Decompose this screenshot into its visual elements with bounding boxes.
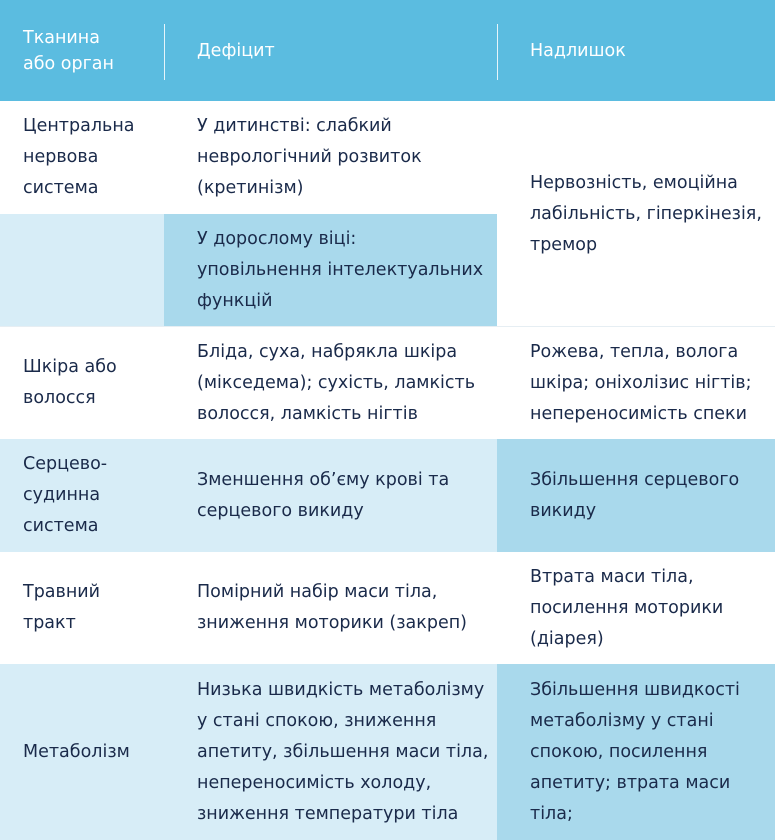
gi-deficit-cell (164, 552, 497, 664)
metab-organ-line: Метаболізм (23, 741, 130, 762)
skin-deficit-line: Бліда, суха, набрякла шкіра (197, 341, 458, 362)
header-organ (0, 0, 164, 101)
skin-excess-line: Рожева, тепла, волога (530, 341, 739, 362)
header-excess (497, 0, 775, 101)
cns-deficit-adult-line: У дорослому віці: (197, 229, 357, 249)
cns-organ-cell (0, 101, 164, 214)
cardio-excess-line: викиду (530, 500, 597, 521)
skin-excess-line: непереносимість спеки (530, 403, 747, 424)
header-excess-label: Надлишок (530, 40, 626, 61)
metab-deficit-line: апетиту, збільшення маси тіла, (197, 741, 489, 762)
cardio-deficit-line: серцевого викиду (197, 500, 364, 521)
cardio-organ-line: судинна (23, 485, 101, 505)
skin-excess-line: шкіра; оніхолізис нігтів; (530, 372, 752, 393)
cns-deficit-child-line: неврологічний розвиток (197, 147, 422, 167)
cns-deficit-adult-line: функцій (197, 291, 273, 311)
gi-excess-line: (діарея) (530, 628, 604, 649)
cns-excess-cell (497, 101, 775, 327)
metab-deficit-line: непереносимість холоду, (197, 772, 432, 793)
skin-organ-line: Шкіра або (23, 357, 117, 377)
cardio-deficit-line: Зменшення об’єму крові та (197, 469, 450, 490)
gi-excess-cell (497, 552, 775, 664)
metab-excess-line: Збільшення швидкості (530, 679, 740, 700)
cns-excess-line: лабільність, гіперкінезія, (530, 203, 762, 224)
cardio-excess-cell (497, 439, 775, 552)
gi-deficit-line: Помірний набір маси тіла, (197, 582, 438, 602)
cns-excess-line: тремор (530, 234, 598, 255)
gi-organ-line: тракт (23, 613, 76, 633)
cns-deficit-adult-line: уповільнення інтелектуальних (197, 260, 484, 280)
header-organ-line: Тканина (23, 27, 100, 48)
cardio-deficit-cell (164, 439, 497, 552)
metab-excess-line: апетиту; втрата маси (530, 772, 731, 793)
skin-deficit-cell (164, 327, 497, 439)
cardio-excess-line: Збільшення серцевого (530, 469, 740, 490)
cns-organ-line: Центральна (23, 116, 135, 136)
metab-organ-cell (0, 664, 164, 840)
metab-deficit-line: у стані спокою, зниження (197, 710, 437, 731)
header-organ-line: або орган (23, 53, 114, 74)
cardio-organ-line: Серцево- (23, 454, 108, 474)
metab-deficit-cell (164, 664, 497, 840)
metab-excess-line: метаболізму у стані (530, 710, 714, 731)
cns-organ-line: нервова (23, 147, 99, 167)
cardio-organ-cell (0, 439, 164, 552)
cns-deficit-child-line: У дитинстві: слабкий (197, 116, 392, 136)
cns-deficit-child-line: (кретинізм) (197, 178, 304, 198)
metab-deficit-line: зниження температури тіла (197, 803, 459, 824)
metab-deficit-line: Низька швидкість метаболізму (197, 679, 485, 700)
metab-excess-cell (497, 664, 775, 840)
cns-excess-line: Нервозність, емоційна (530, 172, 738, 193)
skin-deficit-line: волосся, ламкість нігтів (197, 403, 418, 424)
gi-organ-line: Травний (23, 582, 101, 602)
cns-organ-cell-empty (0, 214, 164, 327)
skin-excess-cell (497, 327, 775, 439)
metab-excess-line: спокою, посилення (530, 741, 708, 762)
metab-excess-line: тіла; (530, 803, 573, 824)
cns-deficit-adult-cell (164, 214, 497, 327)
cns-organ-line: система (23, 178, 99, 198)
header-deficit (164, 0, 497, 101)
cardio-organ-line: система (23, 516, 99, 536)
header-deficit-label: Дефіцит (197, 40, 275, 61)
gi-deficit-line: зниження моторики (закреп) (197, 613, 467, 633)
header-divider (497, 24, 498, 80)
cns-deficit-child-cell (164, 101, 497, 214)
gi-organ-cell (0, 552, 164, 664)
gi-excess-line: Втрата маси тіла, (530, 566, 694, 587)
skin-organ-cell (0, 327, 164, 439)
header-divider (164, 24, 165, 80)
skin-organ-line: волосся (23, 388, 96, 408)
skin-deficit-line: (мікседема); сухість, ламкість (197, 372, 476, 393)
gi-excess-line: посилення моторики (530, 597, 724, 618)
